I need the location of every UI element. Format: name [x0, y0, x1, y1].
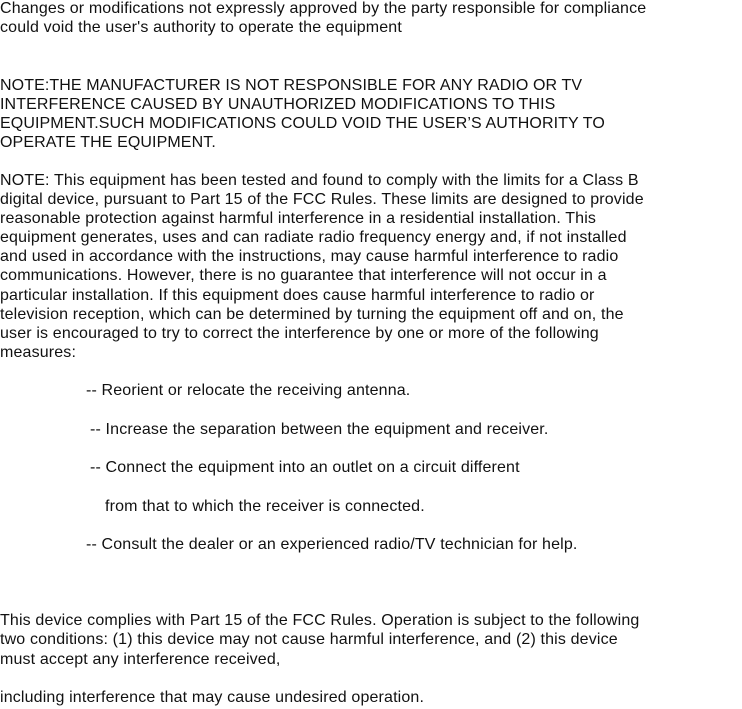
measure-item-reorient: -- Reorient or relocate the receiving antenna.: [86, 382, 411, 399]
measure-item-connect-outlet: -- Connect the equipment into an outlet on a circuit different: [90, 459, 520, 476]
class-b-note-line-9: user is encouraged to try to correct the interference by one or more of the following: [0, 325, 599, 342]
class-b-note-line-2: digital device, pursuant to Part 15 of the FCC Rules. These limits are designed to provide: [0, 191, 644, 208]
manufacturer-note-line-1: NOTE:THE MANUFACTURER IS NOT RESPONSIBLE FOR ANY RADIO OR TV: [0, 77, 583, 94]
class-b-note-line-8: television reception, which can be determined by turning the equipment off and on, the: [0, 306, 624, 323]
class-b-note-line-10: measures:: [0, 344, 77, 361]
class-b-note-line-5: and used in accordance with the instructions, may cause harmful interference to radio: [0, 248, 619, 265]
class-b-note-line-1: NOTE: This equipment has been tested and found to comply with the limits for a Class B: [0, 172, 639, 189]
compliance-line-1: This device complies with Part 15 of the FCC Rules. Operation is subject to the following: [0, 612, 640, 629]
manufacturer-note-line-2: INTERFERENCE CAUSED BY UNAUTHORIZED MODIFICATIONS TO THIS: [0, 96, 556, 113]
measure-item-consult-dealer: -- Consult the dealer or an experienced radio/TV technician for help.: [86, 536, 578, 553]
intro-line-2: could void the user's authority to operate the equipment: [0, 19, 402, 36]
class-b-note-line-3: reasonable protection against harmful interference in a residential installation. This: [0, 210, 597, 227]
intro-line-1: Changes or modifications not expressly approved by the party responsible for compliance: [0, 0, 647, 17]
measure-item-connect-outlet-continued: from that to which the receiver is connected.: [105, 498, 425, 515]
class-b-note-line-6: communications. However, there is no guarantee that interference will not occur in a: [0, 267, 607, 284]
class-b-note-line-4: equipment generates, uses and can radiate radio frequency energy and, if not installed: [0, 229, 627, 246]
manufacturer-note-line-3: EQUIPMENT.SUCH MODIFICATIONS COULD VOID THE USER’S AUTHORITY TO: [0, 115, 605, 132]
compliance-final-line: including interference that may cause undesired operation.: [0, 689, 425, 706]
measure-item-increase-separation: -- Increase the separation between the equipment and receiver.: [90, 421, 549, 438]
class-b-note-line-7: particular installation. If this equipment does cause harmful interference to radio or: [0, 287, 595, 304]
compliance-line-2: two conditions: (1) this device may not cause harmful interference, and (2) this device: [0, 631, 618, 648]
manufacturer-note-line-4: OPERATE THE EQUIPMENT.: [0, 134, 216, 151]
compliance-line-3: must accept any interference received,: [0, 651, 281, 668]
